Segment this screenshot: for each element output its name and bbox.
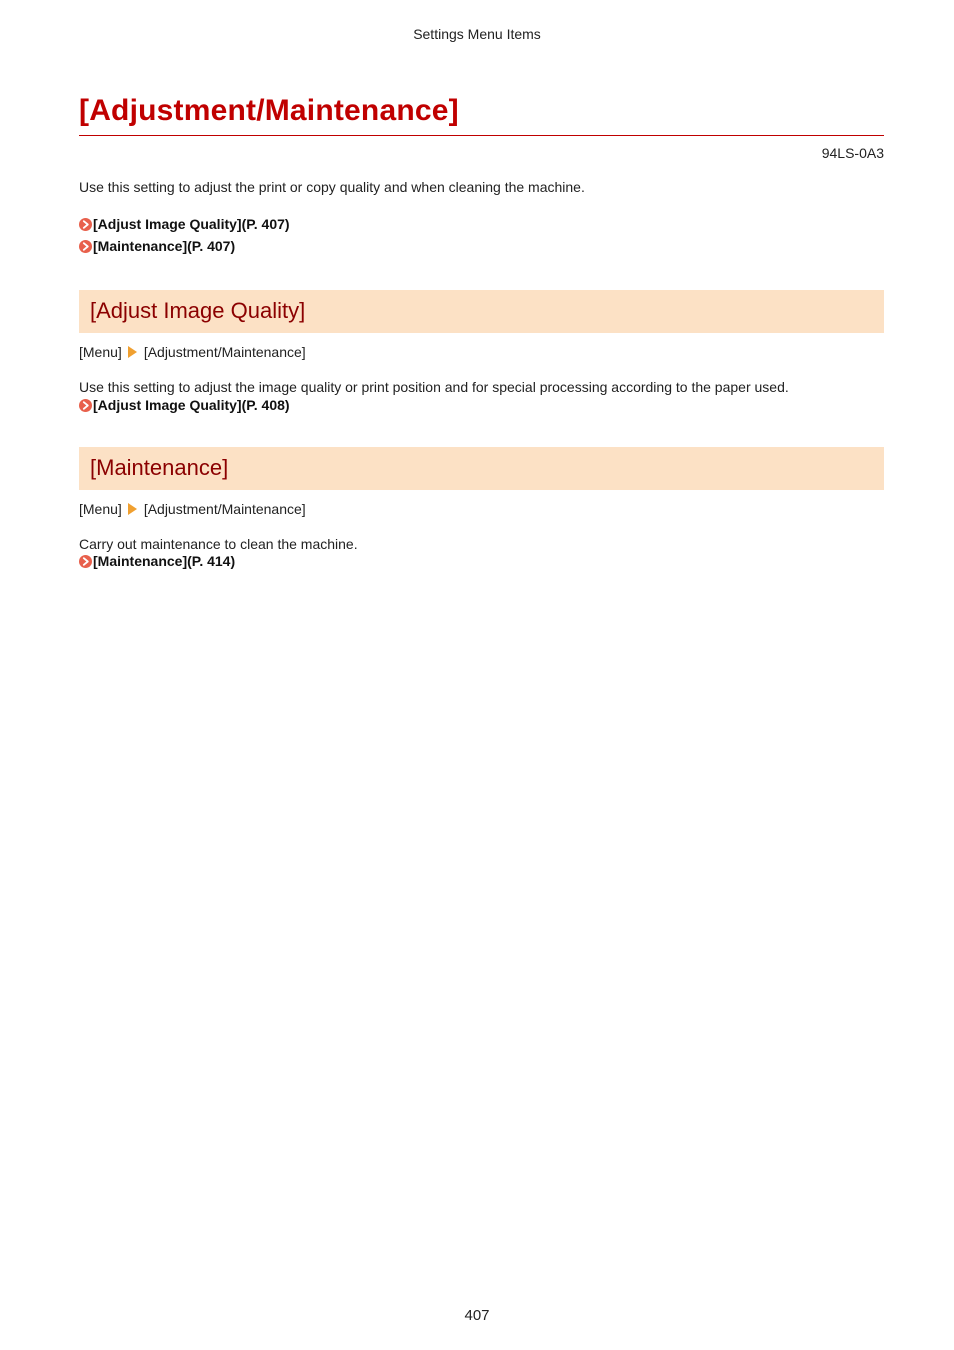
- section-description: Carry out maintenance to clean the machine.: [79, 536, 358, 552]
- link-label: [Adjust Image Quality](P. 408): [93, 397, 290, 413]
- circle-arrow-icon: [79, 555, 92, 568]
- link-maintenance[interactable]: [79, 553, 235, 569]
- circle-arrow-icon: [79, 218, 92, 231]
- link-label: [Maintenance](P. 414): [93, 553, 236, 569]
- triangle-right-icon: [128, 503, 137, 515]
- menu-path-leaf: [Adjustment/Maintenance]: [143, 501, 306, 517]
- circle-arrow-icon: [79, 240, 92, 253]
- toc-link-label: [Adjust Image Quality](P. 407): [93, 216, 290, 232]
- section-heading: [Maintenance]: [90, 455, 229, 480]
- toc-link-adjust-image-quality[interactable]: [79, 216, 290, 232]
- link-adjust-image-quality[interactable]: [79, 397, 290, 413]
- circle-arrow-icon: [79, 399, 92, 412]
- section-header-adjust-image-quality: [79, 290, 884, 333]
- menu-path-root: [Menu]: [79, 344, 122, 360]
- toc-link-maintenance[interactable]: [79, 238, 235, 254]
- document-id: 94LS-0A3: [821, 145, 884, 161]
- menu-path-root: [Menu]: [79, 501, 122, 517]
- menu-path: [79, 344, 306, 360]
- section-heading: [Adjust Image Quality]: [90, 298, 306, 323]
- triangle-right-icon: [128, 346, 137, 358]
- menu-path-leaf: [Adjustment/Maintenance]: [143, 344, 306, 360]
- section-header-maintenance: [79, 447, 884, 490]
- page-number: 407: [464, 1307, 490, 1324]
- page-title: [Adjustment/Maintenance]: [79, 94, 459, 127]
- section-description: Use this setting to adjust the image quality or print position and for special processing according to the paper used.: [79, 379, 789, 395]
- running-header: Settings Menu Items: [413, 26, 541, 42]
- menu-path: [79, 501, 306, 517]
- title-divider: [79, 135, 884, 136]
- toc-link-label: [Maintenance](P. 407): [93, 238, 236, 254]
- intro-text: Use this setting to adjust the print or copy quality and when cleaning the machine.: [79, 179, 585, 195]
